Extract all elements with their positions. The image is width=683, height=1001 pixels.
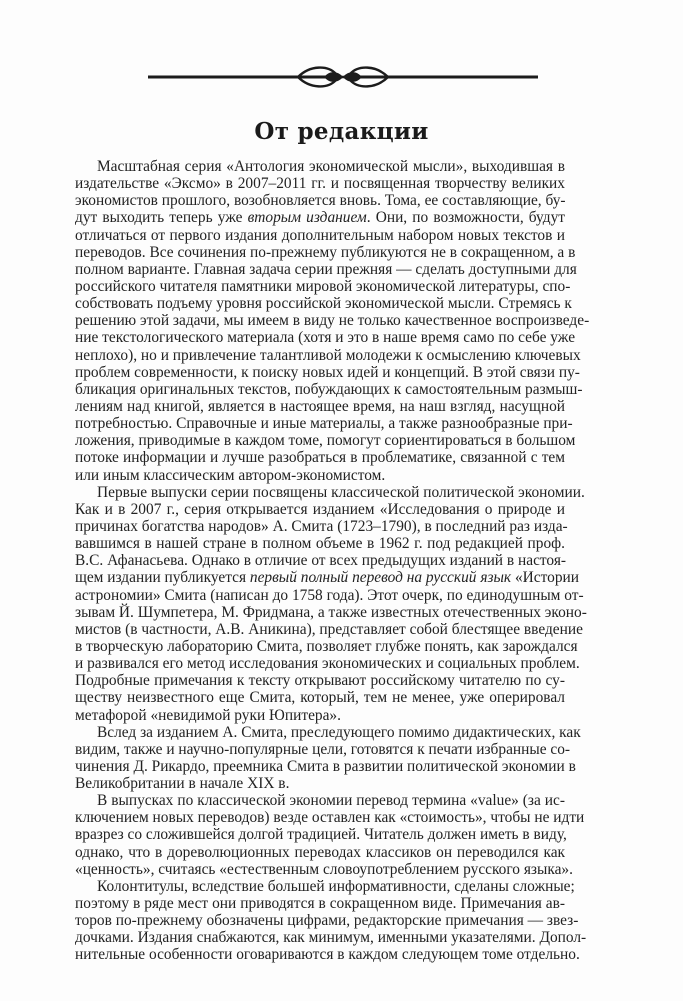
- ornamental-divider: [148, 62, 538, 92]
- text-segment: решению этой задачи, мы имеем в виду не только качественное воспроизведе-: [75, 312, 590, 330]
- text-segment: «Истории: [511, 569, 579, 587]
- text-segment: зывам Й. Шумпетера, М. Фридмана, а также известных отечественных эконо-: [75, 603, 587, 621]
- text-segment: чинения Д. Рикардо, преемника Смита в развитии политической экономии в: [75, 757, 576, 775]
- text-line: [75, 603, 587, 621]
- text-line: [75, 569, 579, 587]
- text-line: [75, 809, 585, 827]
- text-line: [75, 586, 584, 604]
- text-line: [75, 243, 576, 261]
- text-line: [75, 929, 587, 947]
- text-line: [75, 552, 565, 569]
- text-segment: Подробные примечания к тексту открывают российскому читателю по су-: [75, 672, 565, 690]
- text-segment: видим, также и научно-популярные цели, готовятся к печати избранные со-: [75, 740, 571, 758]
- text-segment: нительные особенности оговариваются в каждом следующем томе отдельно.: [75, 946, 580, 964]
- text-segment: поэтому в ряде мест они приводятся в сокращенном виде. Примечания ав-: [75, 895, 565, 913]
- paragraph: [75, 158, 590, 484]
- paragraph: [75, 792, 585, 878]
- text-line: [75, 432, 576, 450]
- text-line: [75, 757, 576, 775]
- text-line: [75, 723, 581, 741]
- text-line: [75, 380, 583, 398]
- text-segment: потребностью. Справочные и иные материалы, а также разнообразные при-: [75, 415, 573, 433]
- text-segment: метафорой «невидимой руки Юпитера».: [75, 706, 341, 724]
- text-line: [75, 363, 580, 381]
- text-line: [75, 740, 571, 758]
- text-line: [75, 775, 565, 792]
- italic-text: вторым изданием: [247, 209, 367, 227]
- text-line: [75, 637, 578, 655]
- text-segment: в творческую лабораторию Смита, позволяет глубже понять, как зарождался: [75, 637, 578, 655]
- text-line: [75, 792, 565, 809]
- text-line: [75, 449, 565, 466]
- text-line: [75, 844, 565, 861]
- text-segment: Вслед за изданием А. Смита, преследующего помимо дидактических, как: [97, 723, 581, 741]
- text-line: [75, 672, 565, 689]
- text-line: [75, 517, 568, 535]
- text-line: [75, 227, 565, 244]
- text-line: [75, 826, 565, 843]
- text-segment: Масштабная серия «Антология экономической мысли», выходившая в: [97, 158, 565, 175]
- text-segment: Первые выпуски серии посвящены классической политической экономии.: [97, 483, 585, 501]
- text-line: [75, 895, 565, 912]
- text-segment: потоке информации и лучше разобраться в проблематике, связанной с тем: [75, 449, 565, 467]
- text-segment: дочками. Издания снабжаются, как минимум, именными указателями. Допол-: [75, 929, 587, 947]
- text-line: [75, 707, 565, 724]
- text-line: [75, 277, 571, 295]
- text-segment: экономистов прошлого, возобновляется вновь. Тома, ее составляющие, бу-: [75, 192, 566, 210]
- paragraph: [75, 877, 587, 964]
- text-line: [75, 192, 565, 209]
- text-line: [75, 535, 565, 552]
- text-segment: щем издании публикуется: [75, 569, 250, 587]
- text-segment: Как и в 2007 г., серия открывается изданием «Исследования о природе и: [75, 500, 565, 518]
- text-segment: или иным классическим автором-экономистом.: [75, 466, 386, 484]
- text-segment: и развивался его метод исследования экономических и социальных проблем.: [75, 655, 580, 673]
- text-segment: российского читателя памятники мировой экономической литературы, спо-: [75, 277, 571, 295]
- italic-text: первый полный перевод на русский язык: [249, 569, 512, 587]
- paragraph: [75, 723, 581, 793]
- text-segment: мистов (в частности, А.В. Аникина), представляет собой блестящее введение: [75, 620, 583, 638]
- text-segment: издательстве «Эксмо» в 2007–2011 гг. и посвященная творчеству великих: [75, 175, 565, 193]
- text-segment: ние текстологического материала (хотя и это в наше время само по себе уже: [75, 329, 576, 347]
- text-line: [75, 860, 573, 878]
- page-title: От редакции: [254, 118, 429, 145]
- text-segment: причинах богатства народов» А. Смита (1723–1790), в последний раз изда-: [75, 517, 568, 535]
- text-segment: однако, что в дореволюционных переводах классиков он переводился как: [75, 843, 565, 861]
- body-text: [75, 158, 590, 964]
- text-segment: вавшимся в нашей стране в полном объеме в 1962 г. под редакцией проф.: [75, 535, 565, 553]
- text-line: [75, 689, 565, 706]
- text-line: [75, 483, 585, 501]
- text-line: [75, 620, 583, 638]
- text-segment: ложения, приводимые в каждом томе, помогут сориентироваться в большом: [75, 432, 576, 450]
- text-segment: собствовать подъему уровня российской экономической мысли. Стремясь к: [75, 295, 572, 313]
- text-line: [75, 312, 590, 330]
- text-line: [75, 912, 579, 930]
- text-segment: . Они, по возможности, будут: [366, 209, 566, 227]
- text-segment: ществу неизвестного еще Смита, который, тем не менее, уже оперировал: [75, 689, 565, 707]
- text-line: [75, 260, 577, 278]
- text-line: [75, 655, 580, 673]
- text-line: [75, 209, 565, 226]
- text-segment: дут выходить теперь уже: [75, 209, 248, 227]
- text-line: [75, 467, 565, 484]
- text-segment: вразрез со сложившейся долгой традицией. Читатель должен иметь в виду,: [75, 826, 567, 844]
- text-segment: торов по-прежнему обозначены цифрами, редакторские примечания — звез-: [75, 912, 579, 930]
- text-segment: Колонтитулы, вследствие большей информативности, сделаны сложные;: [97, 877, 575, 895]
- text-segment: переводов. Все сочинения по-прежнему публикуются не в сокращенном, а в: [75, 243, 576, 261]
- text-segment: ключением новых переводов) везде оставлен как «стоимость», чтобы не идти: [75, 809, 585, 827]
- text-line: [75, 329, 576, 347]
- text-line: [75, 501, 565, 518]
- paragraph: [75, 483, 587, 724]
- text-segment: В.С. Афанасьева. Однако в отличие от всех предыдущих изданий в настоя-: [75, 552, 567, 570]
- text-line: [75, 158, 565, 175]
- text-line: [75, 877, 575, 895]
- text-line: [75, 346, 581, 364]
- text-segment: бликация оригинальных текстов, побуждающих к самостоятельным размыш-: [75, 380, 583, 398]
- text-line: [75, 295, 572, 313]
- text-segment: лениям над книгой, является в настоящее время, на наш взгляд, насущной: [75, 397, 565, 415]
- text-segment: астрономии» Смита (написан до 1758 года). Этот очерк, по единодушным от-: [75, 586, 584, 604]
- text-segment: отличаться от первого издания дополнительным набором новых текстов и: [75, 226, 565, 244]
- text-line: [75, 415, 573, 433]
- text-segment: полном варианте. Главная задача серии прежняя — сделать доступными для: [75, 260, 577, 278]
- text-segment: «ценность», считаясь «естественным словоупотреблением русского языка».: [75, 860, 573, 878]
- text-segment: В выпусках по классической экономии перевод термина «value» (за ис-: [97, 792, 565, 810]
- text-segment: Великобритании в начале XIX в.: [75, 775, 290, 793]
- text-segment: проблем современности, к поиску новых идей и концепций. В этой связи пу-: [75, 363, 580, 381]
- text-line: [75, 946, 580, 964]
- text-segment: неплохо), но и привлечение талантливой молодежи к осмыслению ключевых: [75, 346, 581, 364]
- text-line: [75, 175, 565, 192]
- text-line: [75, 398, 565, 415]
